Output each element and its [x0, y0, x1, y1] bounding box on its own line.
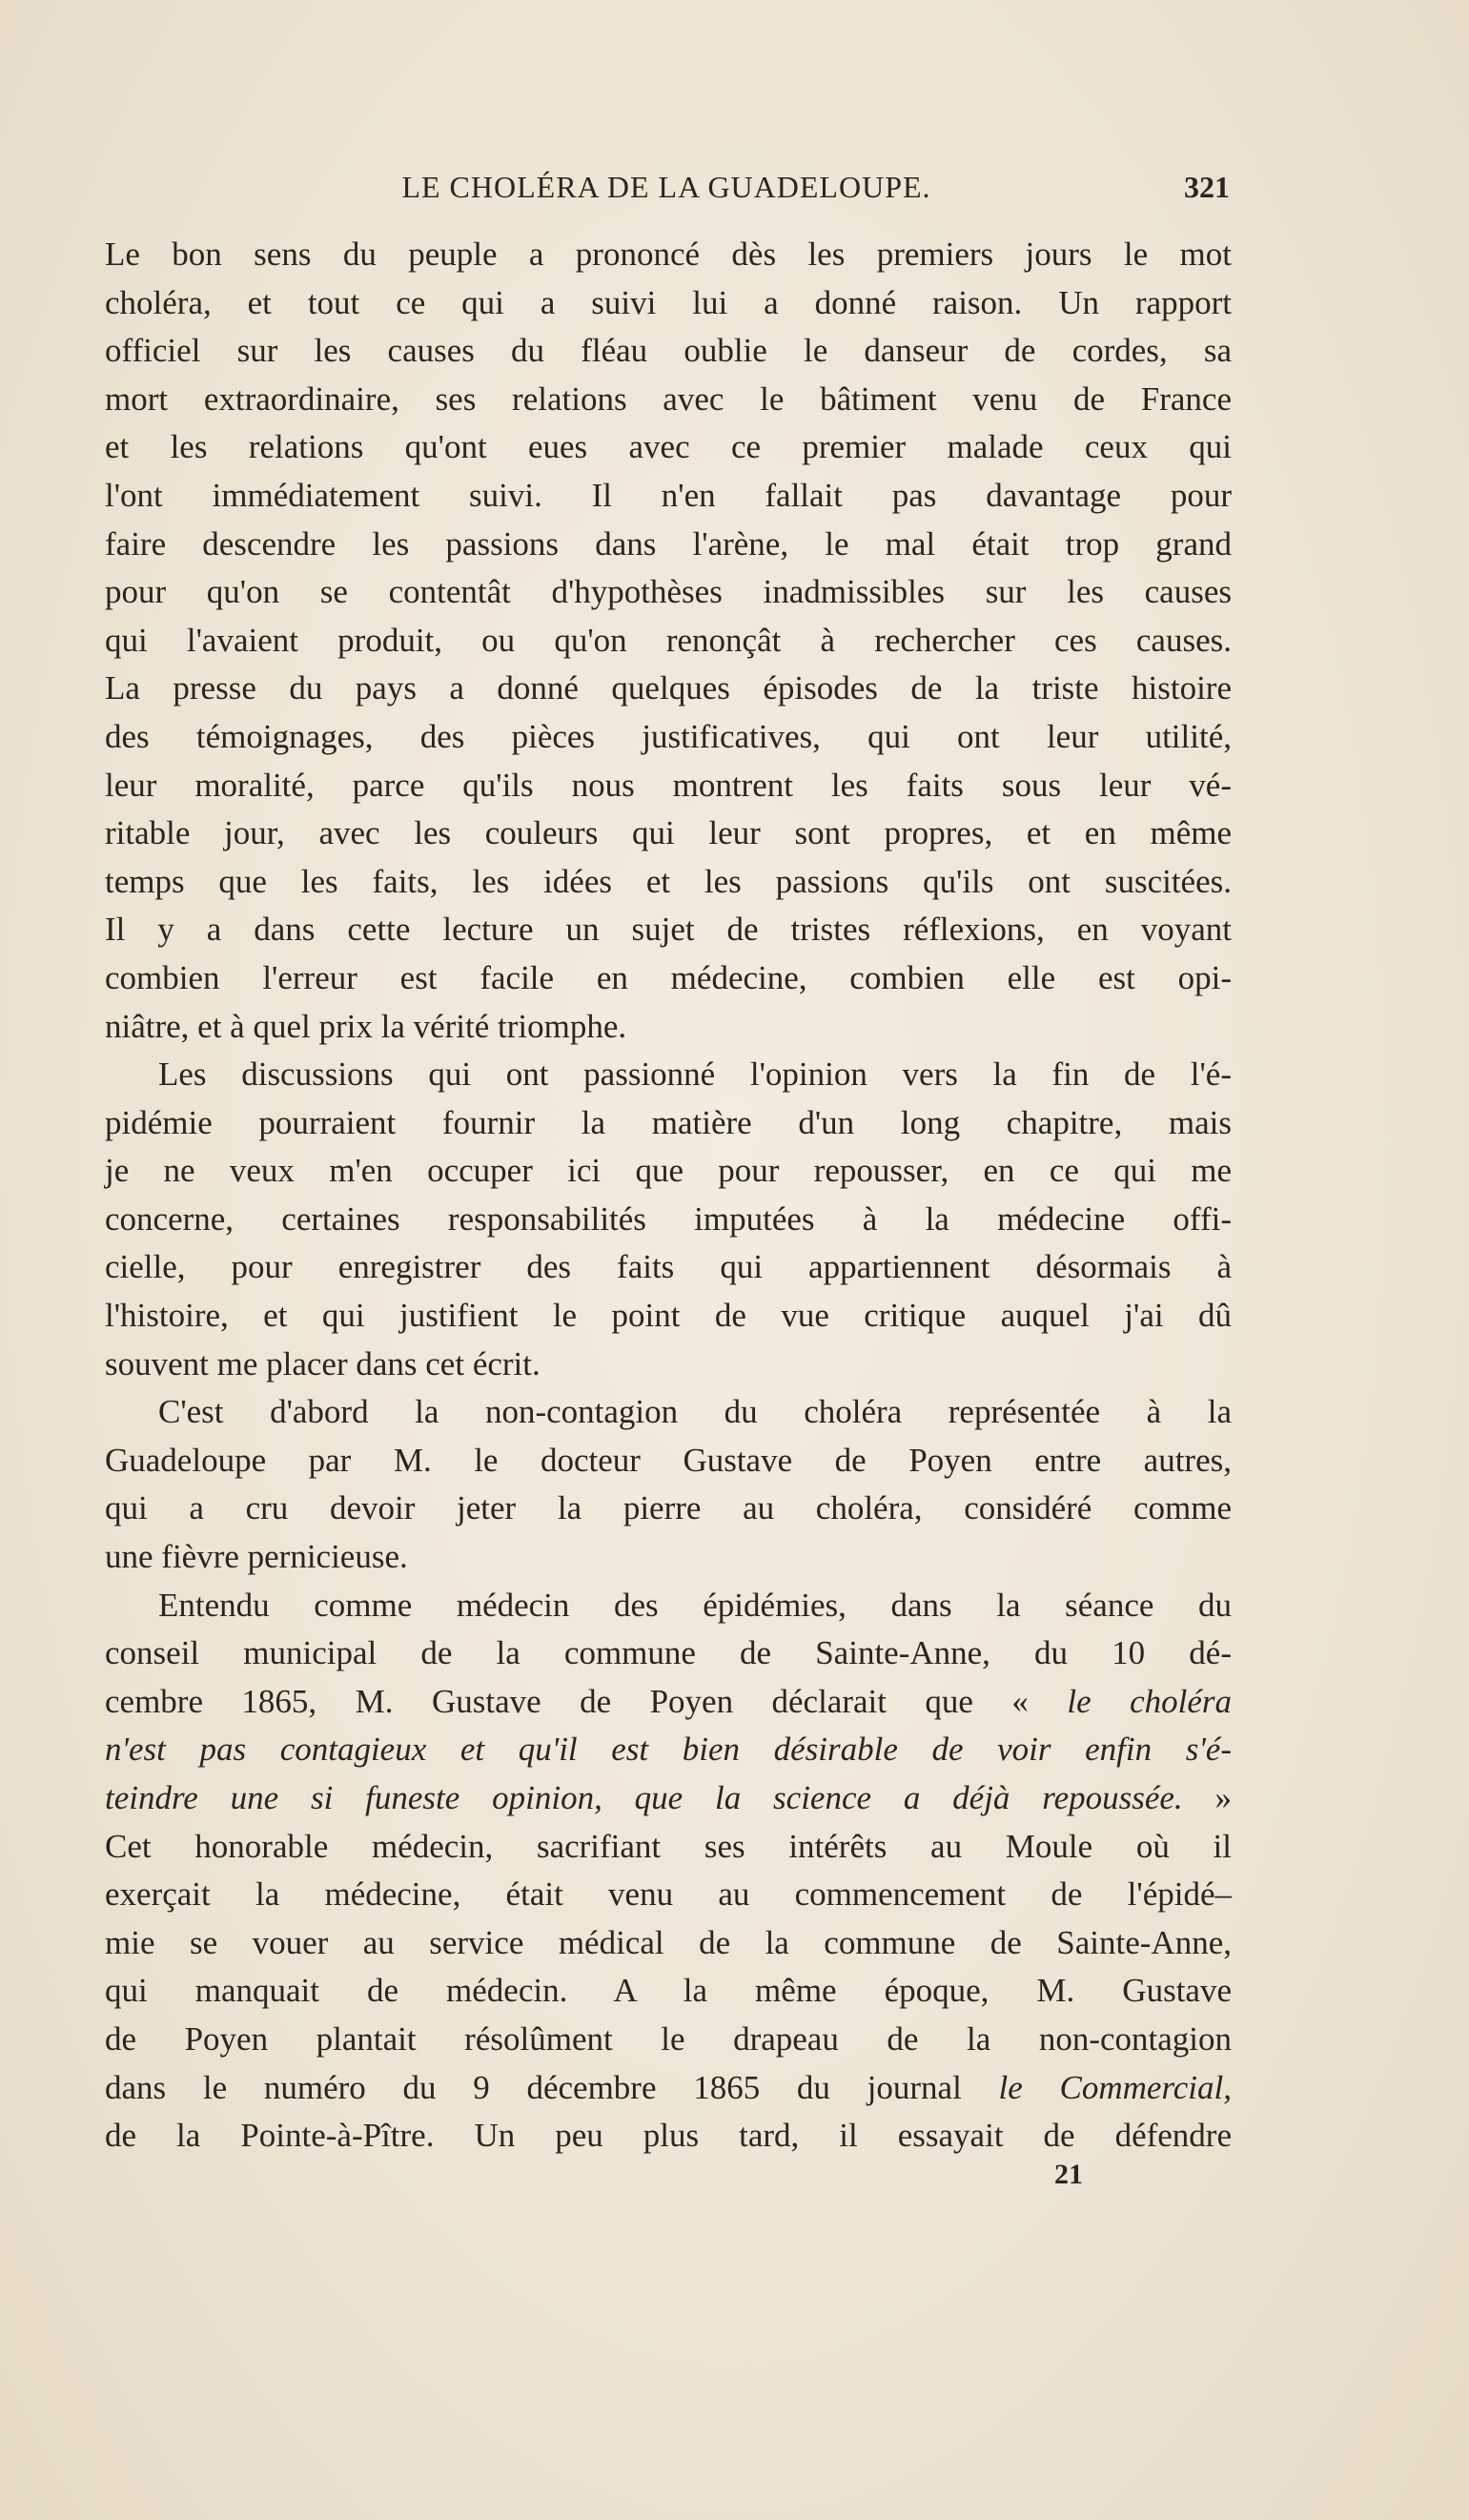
text-line: l'histoire, et qui justifient le point de vue critique auquel j'ai dû — [105, 1297, 1232, 1335]
text-line: je ne veux m'en occuper ici que pour repousser, en ce qui me — [105, 1152, 1232, 1190]
text-line: C'est d'abord la non-contagion du choléra représentée à la — [158, 1393, 1232, 1431]
text-line — [105, 1726, 1232, 1774]
text-line: Entendu comme médecin des épidémies, dans la séance du — [158, 1586, 1232, 1624]
text-line: Le bon sens du peuple a prononcé dès les premiers jours le mot — [105, 236, 1232, 273]
text-line: des témoignages, des pièces justificatives, qui ont leur utilité, — [105, 717, 1232, 755]
page-number: 321 — [1184, 170, 1230, 204]
text-line: faire descendre les passions dans l'arène, le mal était trop grand — [105, 524, 1232, 563]
text-line: qui a cru devoir jeter la pierre au choléra, considéré comme — [105, 1489, 1232, 1527]
text-line: de Poyen plantait résolûment le drapeau de la non-contagion — [105, 2019, 1232, 2058]
italic-quote: teindre une si funeste opinion, que la science a déjà repoussée. — [105, 1779, 1183, 1816]
running-head — [103, 170, 1230, 217]
text-line: qui manquait de médecin. A la même époque, M. Gustave — [105, 1972, 1232, 2010]
text-line: temps que les faits, les idées et les passions qu'ils ont suscitées. — [105, 862, 1232, 900]
text-line: pour qu'on se contentât d'hypothèses inadmissibles sur les causes — [105, 573, 1232, 611]
text-line: dans le numéro du 9 décembre 1865 du journal le Commercial, — [105, 2068, 1233, 2106]
text-line: Guadeloupe par M. le docteur Gustave de Poyen entre autres, — [105, 1441, 1232, 1479]
text-line: et les relations qu'ont eues avec ce premier malade ceux qui — [105, 428, 1232, 466]
text-line: ritable jour, avec les couleurs qui leur sont propres, et en même — [105, 814, 1232, 852]
text-line: qui l'avaient produit, ou qu'on renonçât à rechercher ces causes. — [105, 621, 1232, 659]
text-line: de la Pointe-à-Pître. Un peu plus tard, il essayait de défendre — [105, 2117, 1232, 2155]
italic-quote: n'est pas contagieux et qu'il est bien désirable de voir enfin s'é- — [105, 1731, 1232, 1769]
text-line: mort extraordinaire, ses relations avec le bâtiment venu de France — [105, 379, 1232, 418]
text-line: conseil municipal de la commune de Sainte-Anne, du 10 dé- — [105, 1634, 1232, 1672]
body-text — [105, 231, 1232, 2161]
text-line: souvent me placer dans cet écrit. — [105, 1344, 541, 1383]
text-line: Il y a dans cette lecture un sujet de tristes réflexions, en voyant — [105, 911, 1232, 949]
text-line: cielle, pour enregistrer des faits qui appartiennent désormais à — [105, 1248, 1232, 1286]
text-line: choléra, et tout ce qui a suivi lui a donné raison. Un rapport — [105, 283, 1232, 321]
text-line: officiel sur les causes du fléau oublie le danseur de cordes, sa — [105, 332, 1232, 370]
text-line: exerçait la médecine, était venu au commencement de l'épidé– — [105, 1875, 1232, 1914]
italic-quote: le choléra — [1067, 1682, 1232, 1720]
text-line: combien l'erreur est facile en médecine, combien elle est opi- — [105, 958, 1232, 996]
text-line: Les discussions qui ont passionné l'opinion vers la fin de l'é- — [158, 1055, 1232, 1094]
text-line: teindre une si funeste opinion, que la science a déjà repoussée. » — [105, 1779, 1232, 1816]
text-line: concerne, certaines responsabilités imputées à la médecine offi- — [105, 1199, 1232, 1238]
text-line: La presse du pays a donné quelques épisodes de la triste histoire — [105, 669, 1232, 707]
text-line: une fièvre pernicieuse. — [105, 1538, 408, 1576]
text-line: niâtre, et à quel prix la vérité triomphe. — [105, 1007, 627, 1045]
signature-mark: 21 — [1054, 2159, 1083, 2190]
running-title: LE CHOLÉRA DE LA GUADELOUPE. — [401, 170, 931, 204]
text-line: mie se vouer au service médical de la commune de Sainte-Anne, — [105, 1923, 1232, 1961]
newspaper-title: le Commercial, — [998, 2068, 1233, 2106]
text-line: l'ont immédiatement suivi. Il n'en fallait pas davantage pour — [105, 476, 1232, 514]
text-line: leur moralité, parce qu'ils nous montrent les faits sous leur vé- — [105, 766, 1232, 804]
text-line: cembre 1865, M. Gustave de Poyen déclarait que « le choléra — [105, 1682, 1232, 1720]
text-line: pidémie pourraient fournir la matière d'un long chapitre, mais — [105, 1103, 1232, 1141]
text-line: Cet honorable médecin, sacrifiant ses intérêts au Moule où il — [105, 1827, 1232, 1865]
